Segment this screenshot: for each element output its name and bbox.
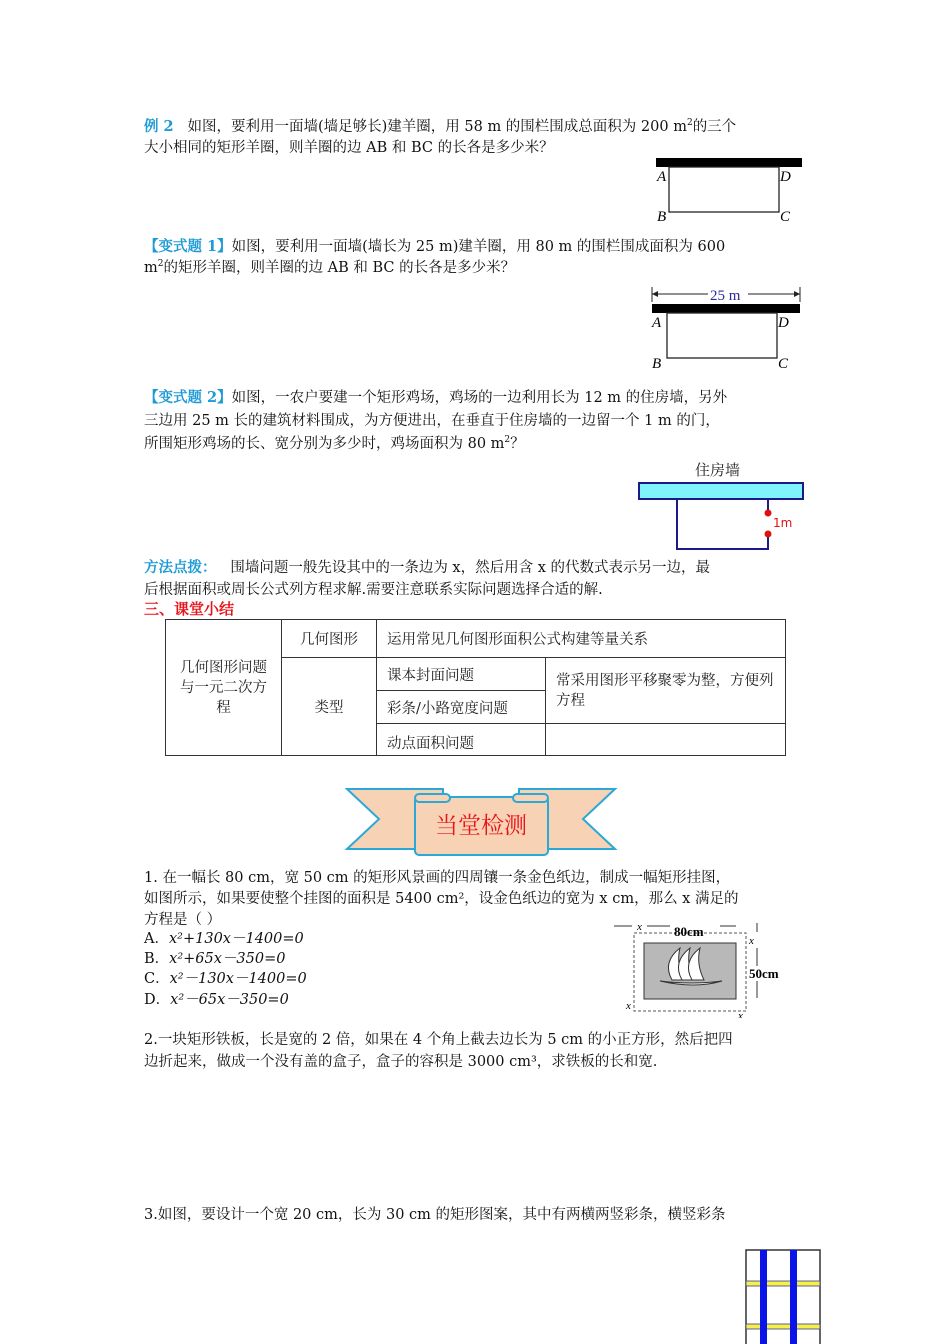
variant-1-text: 【变式题 1】如图，要利用一面墙(墙长为 25 m)建羊圈，用 80 m 的围栏围成面积为 600 $m^2$的矩形羊圈，则羊圈的边 AB 和 BC 的长各是多少米？ [144,238,726,276]
variant-2-label: 【变式题 2】 [144,389,232,406]
method-tip: 方法点拨： 围墙问题一般先设其中的一条边为 x，然后用含 x 的代数式表示另一边，最 后根据面积或周长公式列方程求解.需要注意联系实际问题选择合适的解. [144,559,711,598]
question-1-text: 1. 在一幅长 80 cm，宽 50 cm 的矩形风景画的四周镶一条金色纸边，制成一幅矩形挂图， 如图所示，如果要使整个挂图的面积是 5400 cm²，设金色纸边的宽为 x cm，那么 x 满足的 方程是（ ） [144,870,739,928]
example-2-text: 例 2 如图，要利用一面墙(墙足够长)建羊圈，用 58 m 的围栏围成总面积为 200 $m^2$的三个 大小相同的矩形羊圈，则羊圈的边 AB 和 BC 的长各是多少米？ [144,118,737,156]
svg-text:A: A [657,169,667,185]
question-2-text: 2.一块矩形铁板，长是宽的 2 倍，如果在 4 个角上截去边长为 5 cm 的小正方形，然后把四 边折起来，做成一个没有盖的盒子，盒子的容积是 3000 cm³，求铁板的长和宽. [144,1032,733,1070]
width-label: 80cm [674,924,704,939]
option-b[interactable]: B．x²+65x－350=0 [144,951,286,967]
category-types: 类型 [282,658,377,756]
method-label: 方法点拨： [144,559,217,576]
type-item: 彩条/小路宽度问题 [377,691,546,724]
example-2-figure [650,155,805,230]
svg-text:x: x [626,1000,631,1012]
question-3-figure [745,1248,825,1344]
svg-text:A: A [652,315,662,331]
svg-text:x: x [749,935,754,947]
type-item: 动点面积问题 [377,724,546,756]
geometry-desc: 运用常见几何图形面积公式构建等量关系 [377,620,786,658]
svg-text:D: D [780,169,791,185]
svg-text:B: B [652,356,662,372]
example-2-label: 例 2 [144,118,174,135]
svg-text:D: D [778,315,789,331]
topic-cell: 几何图形问题与一元二次方程 [166,620,282,756]
types-tip: 常采用图形平移聚零为整，方便列方程 [546,658,786,724]
option-d[interactable]: D．x²－65x－350=0 [144,992,289,1008]
svg-text:B: B [657,209,667,225]
question-1-figure [612,918,802,1018]
summary-table [165,619,786,756]
svg-text:x: x [637,921,642,933]
summary-heading: 三、课堂小结 [144,600,235,618]
category-geometry: 几何图形 [282,620,377,658]
dimension-label: 25 m [710,288,741,304]
variant-1-figure [648,282,808,374]
question-3-text: 3.如图，要设计一个宽 20 cm，长为 30 cm 的矩形图案，其中有两横两竖彩条，横竖彩条 [144,1207,726,1223]
svg-text:C: C [780,209,791,225]
banner-title: 当堂检测 [435,813,527,839]
option-a[interactable]: A．x²+130x－1400=0 [144,931,304,947]
banner-ribbon [343,785,619,860]
empty-cell [546,724,786,756]
door-label: 1m [773,516,793,530]
variant-1-label: 【变式题 1】 [144,238,232,255]
wall-label: 住房墙 [695,461,741,479]
svg-text:x: x [738,1010,743,1018]
svg-text:C: C [778,356,789,372]
option-c[interactable]: C．x²－130x－1400=0 [144,971,307,987]
height-label: 50cm [749,966,779,981]
type-item: 课本封面问题 [377,658,546,691]
variant-2-text: 【变式题 2】如图，一农户要建一个矩形鸡场，鸡场的一边利用长为 12 m 的住房墙，另外 三边用 25 m 长的建筑材料围成，为方便进出，在垂直于住房墙的一边留一个 1 m 的门， 所围矩形鸡场的长、宽分别为多少时，鸡场面积为 80 $m^2$？ [144,389,728,452]
variant-2-figure [635,455,810,555]
